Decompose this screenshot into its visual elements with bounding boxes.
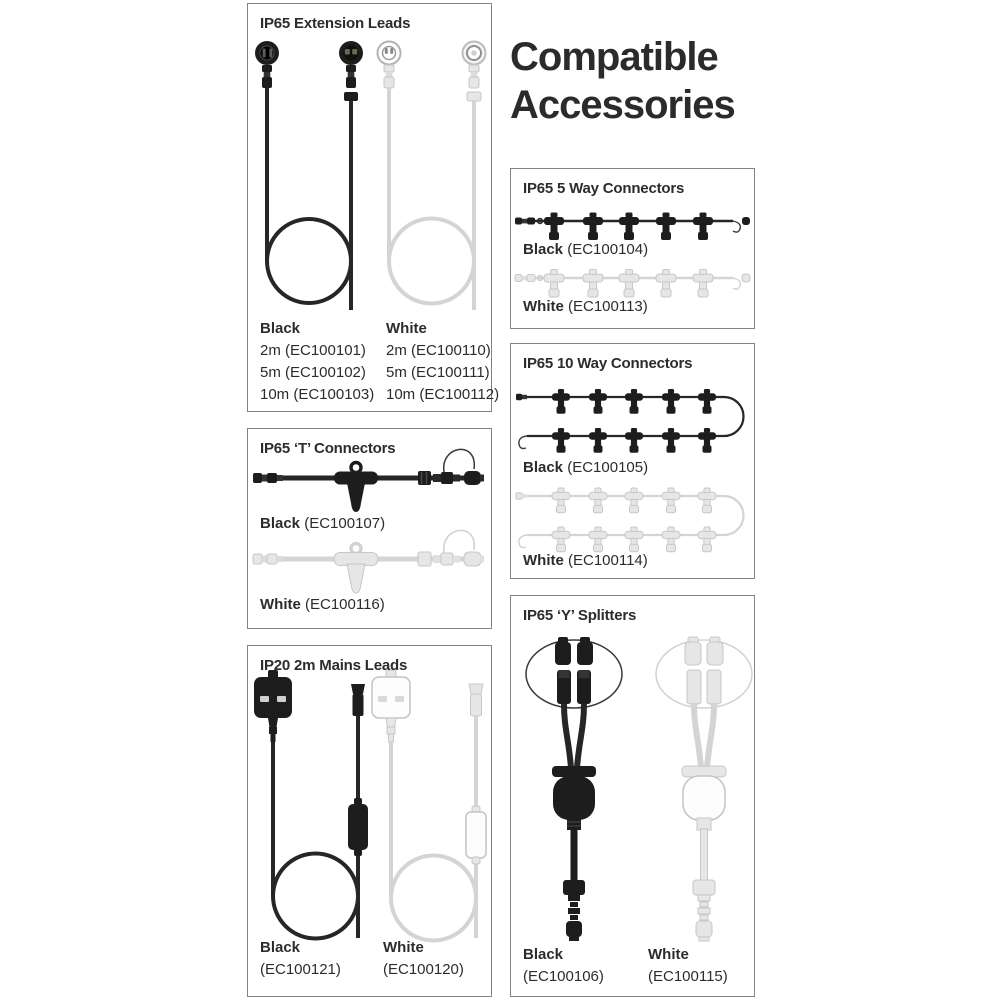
y-splitter-white-icon (656, 637, 752, 941)
mains-leads-black-label: Black (260, 939, 301, 956)
card-5-way-connectors (510, 168, 755, 329)
list-item: 10m (EC100103) (260, 386, 375, 403)
mains-leads-black-code: (EC100121) (260, 961, 341, 978)
ten-way-white-icon (516, 488, 744, 552)
extension-leads-black-list (260, 318, 374, 406)
page-title-line1: Compatible (510, 35, 718, 79)
card-title: IP65 10 Way Connectors (523, 355, 693, 372)
list-item: 2m (EC100110) (386, 342, 491, 359)
card-title: IP65 Extension Leads (260, 15, 411, 32)
y-splitters-black-label: Black (523, 946, 564, 963)
five-way-black-label: Black (EC100104) (523, 241, 649, 258)
black-connector-face-icon (255, 41, 279, 65)
extension-leads-illustration (248, 4, 491, 314)
card-mains-leads (247, 645, 492, 997)
card-t-connectors (247, 428, 492, 629)
list-item: 10m (EC100112) (386, 386, 500, 403)
y-splitters-white-label: White (648, 946, 689, 963)
five-way-white-icon (515, 270, 750, 298)
black-male-plug-icon (262, 65, 272, 88)
list-item: 5m (EC100102) (260, 364, 366, 381)
y-splitters-white-code: (EC100115) (648, 968, 728, 985)
page-title (510, 33, 735, 129)
extension-leads-white-list (386, 318, 499, 406)
t-connector-white-icon (253, 530, 484, 593)
inline-connector-black-icon (351, 684, 365, 716)
t-connectors-white-label: White (EC100116) (260, 596, 385, 613)
y-splitters-black-code: (EC100106) (523, 968, 604, 985)
white-male-plug-icon (467, 65, 481, 101)
card-10-way-connectors (510, 343, 755, 579)
y-splitter-black-icon (526, 637, 622, 941)
list-item: 5m (EC100111) (386, 364, 490, 381)
page-title-line2: Accessories (510, 83, 735, 127)
t-connectors-black-label: Black (EC100107) (260, 515, 386, 532)
y-splitters-illustration (511, 596, 754, 996)
t-connector-black-icon (253, 449, 484, 512)
white-connector-ring-icon (463, 42, 486, 65)
five-way-black-icon (515, 213, 750, 241)
black-male-plug-icon (344, 65, 358, 101)
white-label: White (386, 320, 427, 337)
mains-leads-white-code: (EC100120) (383, 961, 464, 978)
white-male-plug-icon (384, 65, 394, 88)
mains-leads-white-label: White (383, 939, 424, 956)
ten-way-black-icon (516, 389, 744, 453)
list-item: 2m (EC100101) (260, 342, 366, 359)
card-title: IP65 5 Way Connectors (523, 180, 685, 197)
card-y-splitters (510, 595, 755, 997)
uk-plug-black-icon (254, 670, 292, 742)
ten-way-white-label: White (EC100114) (523, 552, 648, 569)
uk-plug-white-icon (372, 670, 410, 742)
black-connector-pins-icon (339, 41, 363, 65)
card-title: IP65 ‘T’ Connectors (260, 440, 396, 457)
card-title: IP65 ‘Y’ Splitters (523, 607, 637, 624)
driver-box-black-icon (348, 798, 368, 856)
five-way-white-label: White (EC100113) (523, 298, 648, 315)
driver-box-white-icon (466, 806, 486, 864)
ten-way-black-label: Black (EC100105) (523, 459, 649, 476)
inline-connector-white-icon (469, 684, 483, 716)
card-extension-leads (247, 3, 500, 412)
black-label: Black (260, 320, 301, 337)
card-title: IP20 2m Mains Leads (260, 657, 408, 674)
white-connector-face-icon (378, 42, 401, 65)
